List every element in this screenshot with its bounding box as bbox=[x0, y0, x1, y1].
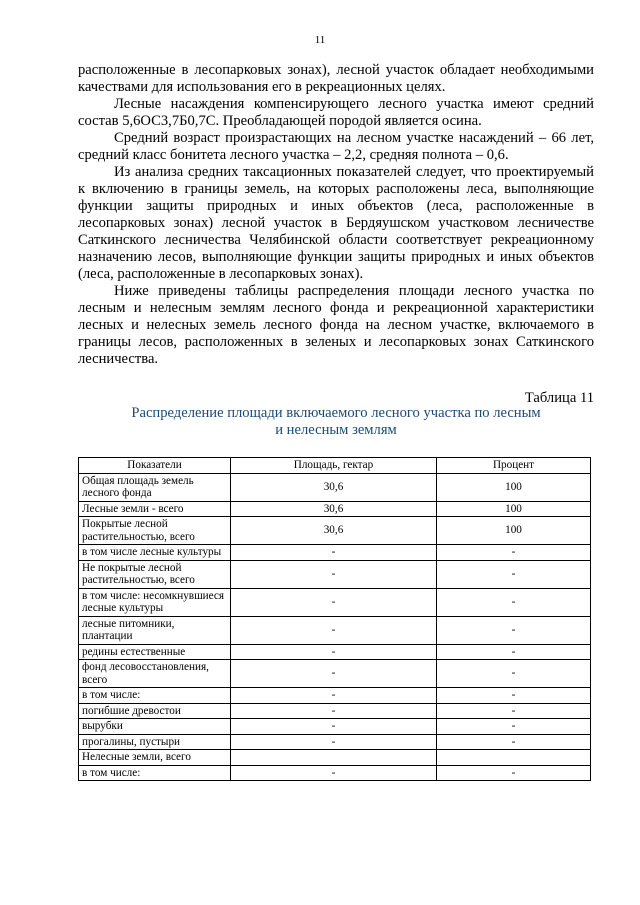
table-header-row bbox=[79, 458, 591, 474]
row-label: погибшие древостои bbox=[79, 703, 231, 719]
row-percent: - bbox=[437, 588, 591, 616]
row-area: - bbox=[231, 734, 437, 750]
row-label: в том числе: несомкнувшиеся лесные культуры bbox=[79, 588, 231, 616]
row-percent: - bbox=[437, 734, 591, 750]
row-area bbox=[231, 750, 437, 766]
header-percent: Процент bbox=[437, 458, 591, 474]
row-percent bbox=[437, 750, 591, 766]
row-percent: - bbox=[437, 719, 591, 735]
row-percent: - bbox=[437, 616, 591, 644]
table-row bbox=[79, 545, 591, 561]
row-percent: 100 bbox=[437, 473, 591, 501]
table-row bbox=[79, 734, 591, 750]
paragraph: расположенные в лесопарковых зонах), лесной участок обладает необходимыми качествами для использования его в рекреационных целях. bbox=[78, 62, 594, 95]
table-row bbox=[79, 719, 591, 735]
row-label: Не покрытые лесной растительностью, всего bbox=[79, 560, 231, 588]
paragraph: Средний возраст произрастающих на лесном участке насаждений – 66 лет, средний класс бонитета лесного участка – 2,2, средняя полнота – 0,6. bbox=[78, 130, 594, 163]
row-area: - bbox=[231, 703, 437, 719]
row-area: - bbox=[231, 588, 437, 616]
body-text bbox=[78, 62, 594, 368]
caption-line-1: Распределение площади включаемого лесного участка по лесным bbox=[131, 405, 541, 421]
row-percent: - bbox=[437, 560, 591, 588]
row-area: 30,6 bbox=[231, 501, 437, 517]
paragraph: Ниже приведены таблицы распределения площади лесного участка по лесным и нелесным землям лесного фонда и рекреационной характеристики лесных и нелесных земель лесного фонда на лесном участке, включаемого в границы лесов, расположенных в зеленых и лесопарковых зонах Саткинского лесничества. bbox=[78, 283, 594, 367]
table-row bbox=[79, 688, 591, 704]
row-label: прогалины, пустыри bbox=[79, 734, 231, 750]
row-label: Лесные земли - всего bbox=[79, 501, 231, 517]
table-row bbox=[79, 560, 591, 588]
row-percent: 100 bbox=[437, 517, 591, 545]
row-label: Общая площадь земель лесного фонда bbox=[79, 473, 231, 501]
row-label: лесные питомники, плантации bbox=[79, 616, 231, 644]
table-row bbox=[79, 616, 591, 644]
table-row bbox=[79, 473, 591, 501]
row-label: в том числе: bbox=[79, 765, 231, 781]
row-area: - bbox=[231, 660, 437, 688]
row-label: Нелесные земли, всего bbox=[79, 750, 231, 766]
row-area: - bbox=[231, 719, 437, 735]
row-area: 30,6 bbox=[231, 473, 437, 501]
table-row bbox=[79, 703, 591, 719]
table-row bbox=[79, 588, 591, 616]
table-row bbox=[79, 501, 591, 517]
row-area: - bbox=[231, 644, 437, 660]
table-row bbox=[79, 750, 591, 766]
row-area: 30,6 bbox=[231, 517, 437, 545]
header-area: Площадь, гектар bbox=[231, 458, 437, 474]
row-percent: - bbox=[437, 703, 591, 719]
row-label: в том числе лесные культуры bbox=[79, 545, 231, 561]
row-percent: - bbox=[437, 688, 591, 704]
row-percent: - bbox=[437, 660, 591, 688]
header-indicators: Показатели bbox=[79, 458, 231, 474]
row-label: редины естественные bbox=[79, 644, 231, 660]
table-row bbox=[79, 517, 591, 545]
paragraph: Из анализа средних таксационных показателей следует, что проектируемый к включению в границы земель, на которых расположены леса, выполняющие функции защиты природных и иных объектов (леса, расположенные в лесопарковых зонах) лесной участок в Бердяушском участковом лесничестве Саткинского лесничества Челябинской области соответствует рекреационному назначению лесов, выполняющие функции защиты природных и иных объектов (леса, расположенные в лесопарковых зонах). bbox=[78, 164, 594, 282]
paragraph: Лесные насаждения компенсирующего лесного участка имеют средний состав 5,6ОС3,7Б0,7С. Преобладающей породой является осина. bbox=[78, 96, 594, 129]
row-percent: - bbox=[437, 545, 591, 561]
row-label: в том числе: bbox=[79, 688, 231, 704]
table-row bbox=[79, 660, 591, 688]
row-area: - bbox=[231, 688, 437, 704]
row-area: - bbox=[231, 545, 437, 561]
area-distribution-table bbox=[78, 457, 591, 781]
row-area: - bbox=[231, 616, 437, 644]
row-percent: 100 bbox=[437, 501, 591, 517]
caption-line-2: и нелесным землям bbox=[275, 422, 397, 438]
row-percent: - bbox=[437, 765, 591, 781]
table-row bbox=[79, 765, 591, 781]
row-label: Покрытые лесной растительностью, всего bbox=[79, 517, 231, 545]
table-number: Таблица 11 bbox=[524, 390, 594, 406]
row-area: - bbox=[231, 560, 437, 588]
page-number: 11 bbox=[314, 34, 326, 46]
table-row bbox=[79, 644, 591, 660]
row-label: вырубки bbox=[79, 719, 231, 735]
row-area: - bbox=[231, 765, 437, 781]
table-caption bbox=[78, 405, 594, 439]
row-label: фонд лесовосстановления, всего bbox=[79, 660, 231, 688]
row-percent: - bbox=[437, 644, 591, 660]
